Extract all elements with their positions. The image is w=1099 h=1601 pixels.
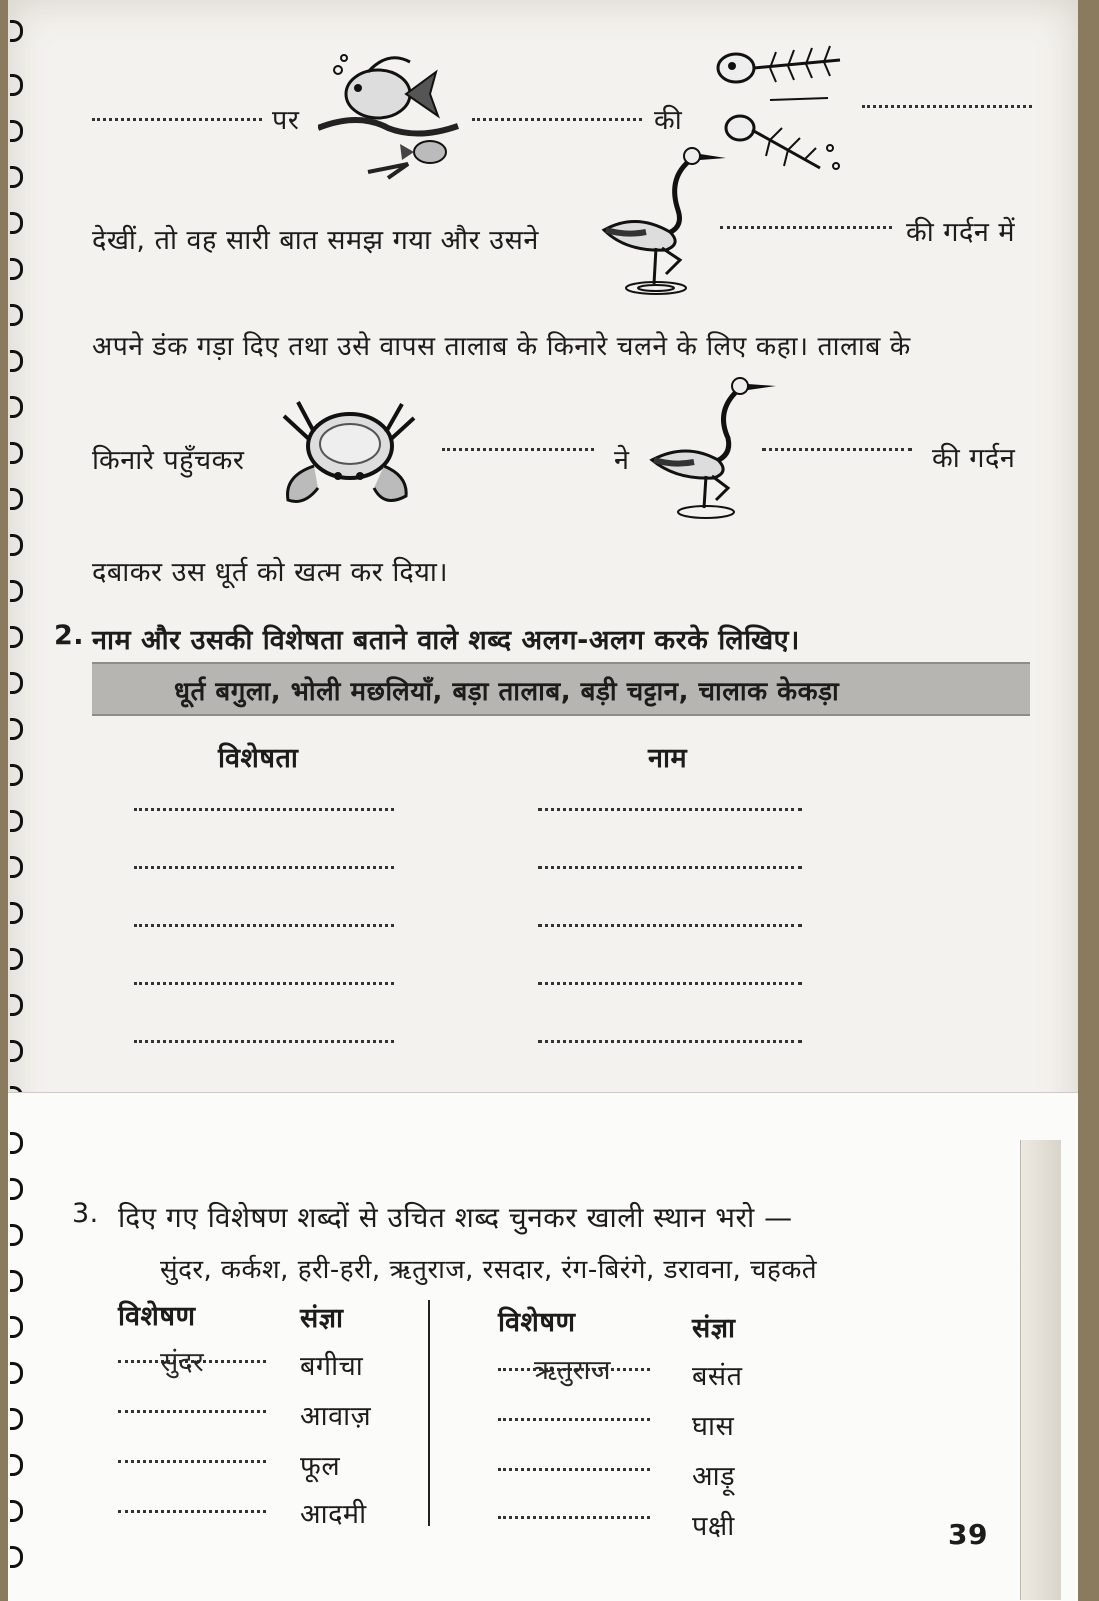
q2-number: 2. <box>54 620 85 651</box>
story-line-5: दबाकर उस धूर्त को खत्म कर दिया। <box>92 557 449 588</box>
binding-ring <box>10 1132 23 1154</box>
story-line-4-end: की गर्दन <box>932 443 1016 474</box>
binding-ring <box>10 1500 23 1522</box>
answer-blank[interactable] <box>538 924 802 927</box>
q3-right-blank-4[interactable] <box>498 1516 650 1519</box>
q3-right-header-adj: विशेषण <box>498 1307 576 1338</box>
q3-left-noun-2: आवाज़ <box>300 1401 372 1432</box>
binding-ring <box>10 1454 23 1476</box>
q3-left-noun-4: आदमी <box>300 1499 367 1530</box>
word-ne: ने <box>614 445 630 476</box>
crane-icon <box>646 372 780 522</box>
answer-blank[interactable] <box>134 866 394 869</box>
story-line-4: किनारे पहुँचकर <box>92 445 245 476</box>
story-line-2-end: की गर्दन में <box>906 217 1016 248</box>
page-edge <box>1020 1140 1061 1600</box>
answer-blank[interactable] <box>134 808 394 811</box>
spiral-binding-lower <box>8 0 28 1600</box>
fish-icon <box>318 42 468 182</box>
blank-line[interactable] <box>720 226 892 229</box>
q3-left-header-adj: विशेषण <box>118 1301 196 1332</box>
q3-word-bank: सुंदर, कर्कश, हरी-हरी, ऋतुराज, रसदार, रंग-बिरंगे, डरावना, चहकते <box>160 1255 818 1285</box>
fish-bones-icon <box>710 38 850 188</box>
q2-col-naam: नाम <box>648 743 688 774</box>
q2-word-bank: धूर्त बगुला, भोली मछलियाँ, बड़ा तालाब, बड़ी चट्टान, चालाक केकड़ा <box>174 677 840 707</box>
q3-right-noun-1: बसंत <box>692 1361 743 1392</box>
q3-right-blank-3[interactable] <box>498 1468 650 1471</box>
binding-ring <box>10 1316 23 1338</box>
binding-ring <box>10 1362 23 1384</box>
answer-blank[interactable] <box>134 1040 394 1043</box>
q3-right-noun-4: पक्षी <box>692 1511 735 1542</box>
blank-line[interactable] <box>92 118 262 121</box>
q3-left-blank-4[interactable] <box>118 1510 266 1513</box>
binding-ring <box>10 1408 23 1430</box>
binding-ring <box>10 1178 23 1200</box>
story-line-2: देखीं, तो वह सारी बात समझ गया और उसने <box>92 225 539 256</box>
answer-blank[interactable] <box>134 924 394 927</box>
answer-blank[interactable] <box>538 808 802 811</box>
answer-blank[interactable] <box>538 866 802 869</box>
answer-blank[interactable] <box>538 982 802 985</box>
blank-line[interactable] <box>472 118 642 121</box>
q3-right-adj-1: ऋतुराज <box>534 1355 611 1386</box>
q2-col-visheshta: विशेषता <box>218 743 299 774</box>
answer-blank[interactable] <box>538 1040 802 1043</box>
binding-ring <box>10 1546 23 1568</box>
story-line-3: अपने डंक गड़ा दिए तथा उसे वापस तालाब के किनारे चलने के लिए कहा। तालाब के <box>92 331 911 362</box>
q3-left-adj-1: सुंदर <box>160 1347 204 1378</box>
q3-left-header-noun: संज्ञा <box>300 1303 344 1334</box>
q3-right-blank-2[interactable] <box>498 1418 650 1421</box>
q3-right-noun-2: घास <box>692 1411 735 1442</box>
word-par: पर <box>272 105 300 136</box>
blank-line[interactable] <box>762 448 912 451</box>
page-number: 39 <box>948 1518 988 1551</box>
q3-left-noun-3: फूल <box>300 1451 341 1482</box>
q3-left-blank-2[interactable] <box>118 1410 266 1413</box>
q2-prompt: नाम और उसकी विशेषता बताने वाले शब्द अलग-अलग करके लिखिए। <box>92 625 800 656</box>
binding-ring <box>10 1224 23 1246</box>
binding-ring <box>10 1270 23 1292</box>
q3-prompt: दिए गए विशेषण शब्दों से उचित शब्द चुनकर खाली स्थान भरो — <box>118 1201 793 1234</box>
q3-right-noun-3: आड़ू <box>692 1461 736 1492</box>
q3-number: 3. <box>72 1198 99 1229</box>
q3-left-noun-1: बगीचा <box>300 1351 364 1382</box>
q3-column-divider <box>428 1300 430 1526</box>
word-ki: की <box>654 105 683 136</box>
blank-line[interactable] <box>862 105 1032 108</box>
crab-icon <box>274 396 424 514</box>
crane-icon <box>596 140 730 300</box>
q3-right-header-noun: संज्ञा <box>692 1313 736 1344</box>
q3-left-blank-3[interactable] <box>118 1460 266 1463</box>
answer-blank[interactable] <box>134 982 394 985</box>
blank-line[interactable] <box>442 448 594 451</box>
